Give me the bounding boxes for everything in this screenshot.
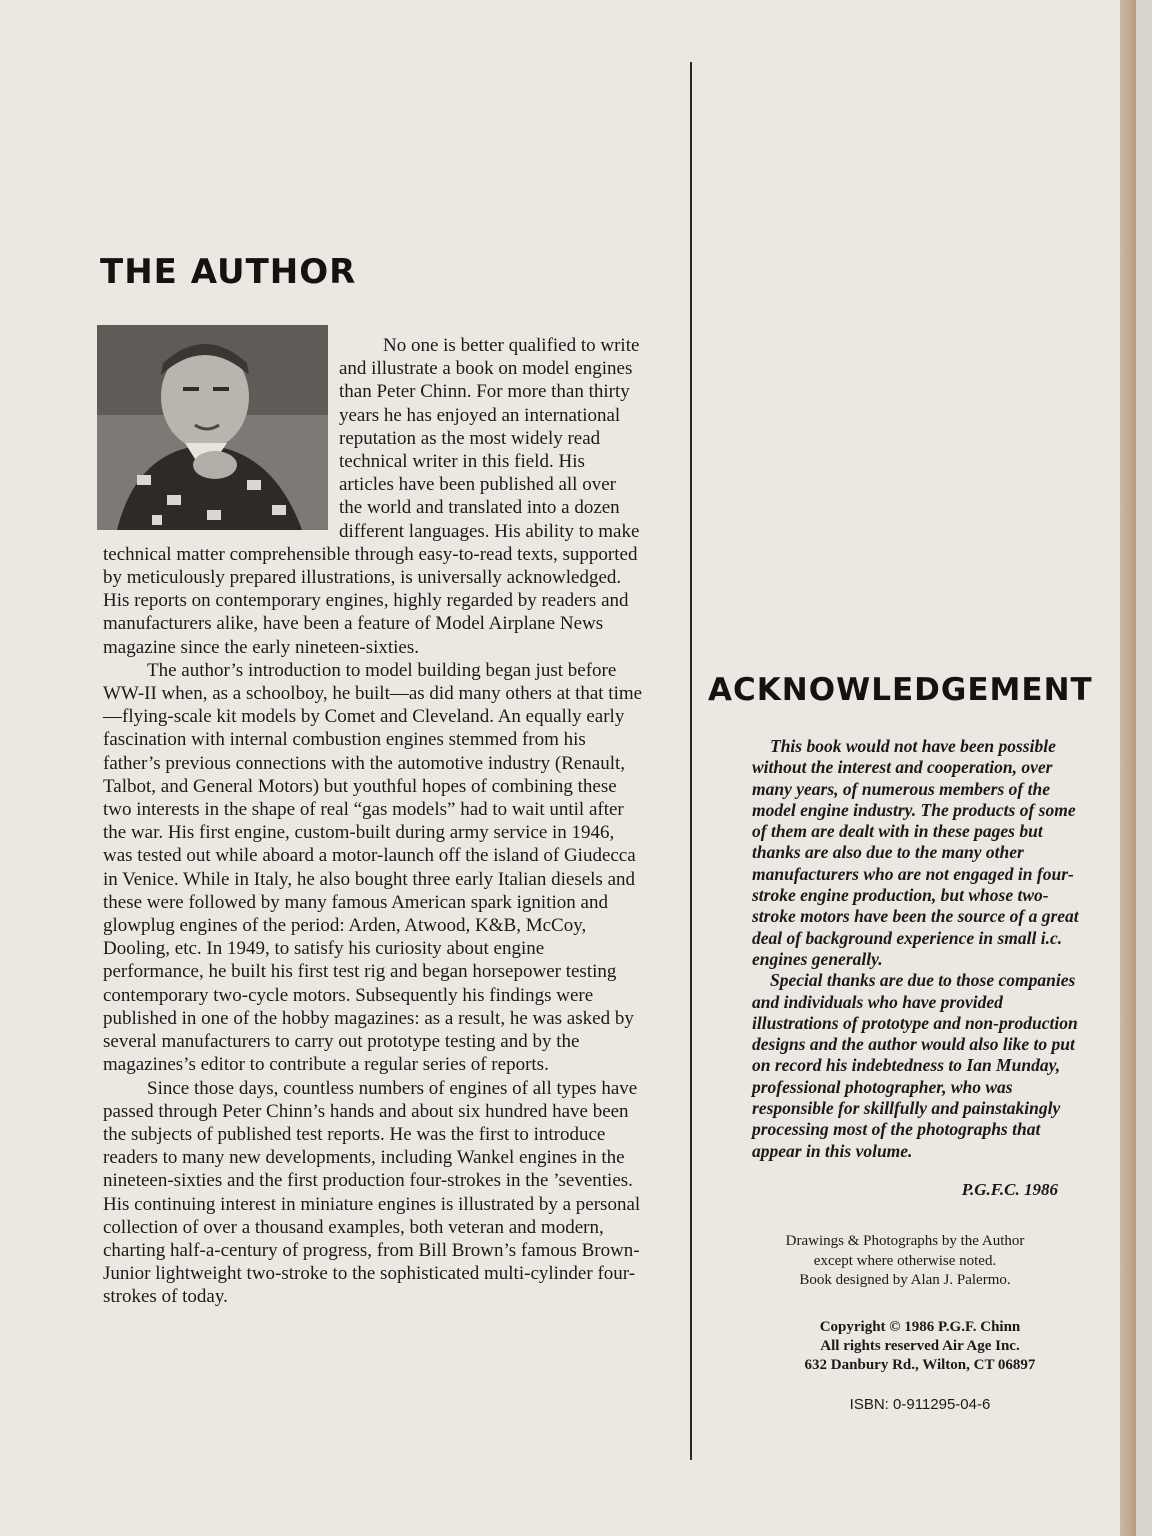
page-edge xyxy=(1120,0,1136,1536)
acknowledgement-paragraph: This book would not have been possible without the interest and cooperation, over many years, of numerous members of the model engine industry. The products of some of them are dealt with in these pages but thanks are also due to the many other manufacturers who are not engaged in four-stroke engine production, but whose two-stroke motors have been the source of a great deal of background experience in small i.c. engines generally. xyxy=(752,736,1079,969)
author-heading: THE AUTHOR xyxy=(100,252,357,292)
copyright-line: 632 Danbury Rd., Wilton, CT 06897 xyxy=(804,1357,1036,1373)
acknowledgement-heading: ACKNOWLEDGEMENT xyxy=(708,672,1093,708)
copyright-notice xyxy=(760,1318,1080,1375)
copyright-line: Copyright © 1986 P.G.F. Chinn xyxy=(819,1319,1021,1335)
author-paragraph: No one is better qualified to write and illustrate a book on model engines than Peter Chinn. For more than thirty years he has enjoyed an international reputation as the most widely read technical writer in this field. His articles have been published all over the world and translated into a dozen different languages. His ability to make technical matter comprehensible through easy-to-read texts, supported by meticulously prepared illustrations, is universally acknowledged. His reports on contemporary engines, highly regarded by readers and manufacturers alike, have been a feature of Model Airplane News magazine since the early nineteen-sixties. xyxy=(103,335,640,658)
author-paragraph: Since those days, countless numbers of engines of all types have passed through Peter Chinn’s hands and about six hundred have been the subjects of published test reports. He was the first to introduce readers to many new developments, including Wankel engines in the nineteen-sixties and the first production four-strokes in the ’seventies. His continuing interest in miniature engines is illustrated by a personal collection of over a thousand examples, both veteran and modern, charting half-a-century of progress, from Bill Brown’s famous Brown-Junior lightweight two-stroke to the sophisticated multi-cylinder four-strokes of today. xyxy=(103,1077,641,1308)
credits-line: Drawings & Photographs by the Author xyxy=(785,1233,1025,1249)
credits-line: Book designed by Alan J. Palermo. xyxy=(799,1272,1011,1288)
column-divider xyxy=(690,62,692,1460)
acknowledgement-signature: P.G.F.C. 1986 xyxy=(961,1180,1058,1199)
credits xyxy=(730,1232,1080,1291)
credits-line: except where otherwise noted. xyxy=(813,1252,997,1269)
isbn: ISBN: 0-911295-04-6 xyxy=(849,1396,991,1413)
author-body xyxy=(103,334,643,1309)
acknowledgement-paragraph: Special thanks are due to those companies and individuals who have provided illustrations of prototype and non-production designs and the author would also like to put on record his indebtedness to Ian Munday, professional photographer, who was responsible for skillfully and painstakingly processing most of the photographs that appear in this volume. xyxy=(752,970,1078,1161)
acknowledgement-body xyxy=(752,736,1082,1162)
copyright-line: All rights reserved Air Age Inc. xyxy=(820,1338,1020,1354)
author-paragraph: The author’s introduction to model building began just before WW-II when, as a schoolboy, he built—as did many others at that time—flying-scale kit models by Comet and Cleveland. An equally early fascination with internal combustion engines stemmed from his father’s previous connections with the automotive industry (Renault, Talbot, and General Motors) but youthful hopes of combining these two interests in the shape of real “gas models” had to wait until after the war. His first engine, custom-built during army service in 1946, was tested out while aboard a motor-launch off the island of Giudecca in Venice. While in Italy, he also bought three early Italian diesels and these were followed by many famous American spark ignition and glowplug engines of the period: Arden, Atwood, K&B, McCoy, Dooling, etc. In 1949, to satisfy his curiosity about engine performance, he built his first test rig and began horsepower testing contemporary two-cycle motors. Subsequently his findings were published in one of the hobby magazines: as a result, he was asked by several manufacturers to carry out prototype testing and by the magazines’s editor to contribute a regular series of reports. xyxy=(103,659,643,1076)
